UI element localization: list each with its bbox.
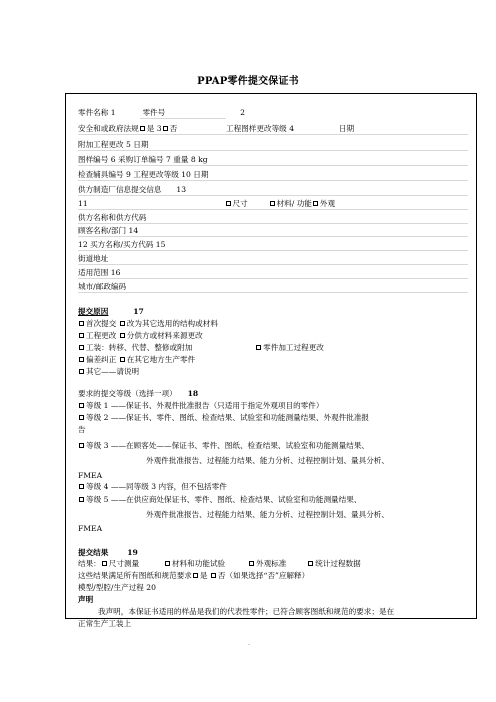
checkbox-icon[interactable] (120, 333, 125, 338)
result-conformance (78, 571, 309, 580)
reason-option: 工程更改 (86, 331, 117, 340)
reason-row-4 (78, 355, 195, 364)
level-2-text: 等级 2 ——保证书、零件、图纸、检查结果、试验室和功能测量结果、外观件批准报 (86, 413, 370, 422)
level-2 (78, 413, 369, 422)
row-street-address: 街道地址 (78, 254, 109, 263)
material-function-label: 材料/ 功能 (276, 199, 312, 208)
level-4 (78, 482, 227, 491)
row-buyer-name: 12 买方名称/买方代码 15 (78, 240, 166, 249)
date-label: 日期 (338, 124, 355, 133)
checkbox-icon[interactable] (79, 333, 84, 338)
conformance-no: 否（如果选择“否”应解释） (217, 571, 310, 580)
reason-option: 零件加工过程更改 (263, 343, 324, 352)
dimension-label: 尺寸 (232, 199, 248, 208)
level-num: 18 (187, 389, 199, 398)
checkbox-icon[interactable] (79, 497, 84, 502)
field-number-11: 11 (78, 199, 88, 208)
row-part-name (78, 108, 245, 117)
result-title: 提交结果 (78, 548, 109, 557)
result-option: 材料和功能试验 (172, 559, 226, 568)
part-number-index: 2 (240, 108, 245, 117)
checkbox-icon[interactable] (165, 561, 170, 566)
declaration-text-1: 我声明，本保证书适用的样品是我们的代表性零件；已符合顾客图纸和规范的要求；是在 (98, 607, 395, 616)
row-supplier-info (78, 185, 186, 194)
row-gauge-number: 检查辅具编号 9 工程更改等级 10 日期 (78, 170, 209, 179)
checkbox-icon[interactable] (79, 369, 84, 374)
row-application-scope: 适用范围 16 (78, 268, 121, 277)
row-drawing-number: 图样编号 6 采购订单编号 7 重量 8 kg (78, 155, 208, 164)
footer-mark: . (248, 640, 250, 647)
reason-option: 改为其它选用的结构或材料 (126, 319, 218, 328)
supplier-info-num: 13 (176, 185, 187, 194)
checkbox-icon[interactable] (79, 415, 84, 420)
result-num: 19 (127, 548, 138, 557)
reason-option: 其它——请说明 (86, 367, 140, 376)
checkbox-icon[interactable] (308, 561, 313, 566)
declaration-heading: 声明 (78, 595, 94, 604)
supplier-info-label: 供方制造厂信息提交信息 (78, 185, 162, 194)
drawing-change-level-label: 工程图样更改等级 4 (226, 124, 295, 133)
part-name-label: 零件名称 1 (78, 108, 116, 117)
checkbox-icon[interactable] (79, 484, 84, 489)
checkbox-icon[interactable] (256, 345, 261, 350)
underline (78, 134, 468, 135)
level-5-fmea: FMEA (78, 524, 103, 533)
level-5 (78, 495, 361, 504)
level-3-fmea: FMEA (78, 471, 103, 480)
conformance-yes: 是 (199, 571, 208, 580)
row-safety (78, 124, 354, 133)
level-1-text: 等级 1 ——保证书、外观件批准报告（只适用于指定外观项目的零件） (86, 401, 324, 410)
reason-option: 偏差纠正 (86, 355, 117, 364)
reason-num: 17 (133, 307, 144, 316)
underline (78, 209, 468, 210)
part-number-label: 零件号 (142, 108, 166, 117)
reason-option: 在其它地方生产零件 (126, 355, 196, 364)
reason-option: 分供方或材料来源更改 (126, 331, 203, 340)
checkbox-icon[interactable] (193, 573, 198, 578)
checkbox-icon[interactable] (226, 201, 231, 206)
checkbox-icon[interactable] (249, 561, 254, 566)
checkbox-icon[interactable] (102, 561, 107, 566)
result-prefix: 结果： (78, 559, 101, 568)
checkbox-icon[interactable] (120, 357, 125, 362)
checkbox-icon[interactable] (79, 345, 84, 350)
reason-option: 首次提交 (86, 319, 117, 328)
result-header (78, 548, 138, 557)
underline (78, 150, 468, 151)
result-process: 模型/型腔/生产过程 20 (78, 583, 156, 592)
result-options (78, 559, 361, 568)
underline (78, 165, 468, 166)
checkbox-icon[interactable] (163, 126, 168, 131)
checkbox-icon[interactable] (313, 201, 318, 206)
level-4-text: 等级 4 ——同等级 3 内容，但不包括零件 (86, 482, 227, 491)
declaration-text-2: 正常生产工装上 (78, 619, 132, 628)
safety-label: 安全和或政府法规 (78, 124, 139, 133)
reason-header (78, 307, 144, 316)
row-customer-name: 顾客名称/部门 14 (78, 226, 139, 235)
safety-no: 否 (169, 124, 178, 133)
row-submission-type (78, 199, 335, 208)
underline (78, 236, 468, 237)
level-1 (78, 401, 323, 410)
conformance-text: 这些结果满足所有图纸和规范要求 (78, 571, 192, 580)
level-3 (78, 441, 369, 450)
safety-yes: 是 3 (146, 124, 162, 133)
level-header (78, 389, 198, 398)
row-supplier-name: 供方名称和供方代码 (78, 213, 147, 222)
declaration-title (78, 595, 93, 604)
result-option: 外观标准 (256, 559, 287, 568)
reason-option: 工装：转移、代替、整修或附加 (86, 343, 193, 352)
underline (78, 195, 468, 196)
underline (140, 118, 226, 119)
underline (78, 223, 468, 224)
reason-title: 提交原因 (78, 307, 109, 316)
checkbox-icon[interactable] (79, 403, 84, 408)
result-option: 尺寸测量 (108, 559, 140, 568)
checkbox-icon[interactable] (140, 126, 145, 131)
level-title: 要求的提交等级（选择一项） (78, 389, 177, 398)
reason-row-5 (78, 367, 139, 376)
reason-row-2 (78, 331, 203, 340)
level-3-text: 等级 3 ——在顾客处——保证书、零件、图纸、检查结果、试验室和功能测量结果、 (86, 441, 370, 450)
checkbox-icon[interactable] (79, 443, 84, 448)
appearance-label: 外观 (319, 199, 336, 208)
checkbox-icon[interactable] (79, 321, 84, 326)
level-2-cont: 告 (78, 425, 86, 434)
result-option: 统计过程数据 (315, 559, 361, 568)
underline (78, 264, 468, 265)
row-city-postcode: 城市/邮政编码 (78, 282, 127, 291)
checkbox-icon[interactable] (211, 573, 216, 578)
checkbox-icon[interactable] (120, 321, 125, 326)
level-3-cont: 外观件批准报告、过程能力结果、能力分析、过程控制计划、量具分析、 (146, 456, 389, 465)
underline (78, 292, 468, 293)
document-title: PPAP零件提交保证书 (197, 76, 299, 87)
row-extra-change: 附加工程更改 5 日期 (78, 140, 149, 149)
checkbox-icon[interactable] (79, 357, 84, 362)
underline (78, 180, 468, 181)
level-5-cont: 外观件批准报告、过程能力结果、能力分析、过程控制计划、量具分析、 (146, 510, 389, 519)
checkbox-icon[interactable] (270, 201, 275, 206)
reason-row-1 (78, 319, 218, 328)
underline (78, 250, 468, 251)
underline (78, 278, 468, 279)
reason-row-3 (78, 343, 324, 352)
level-5-text: 等级 5 ——在供应商处保证书、零件、图纸、检查结果、试验室和功能测量结果、 (86, 495, 362, 504)
